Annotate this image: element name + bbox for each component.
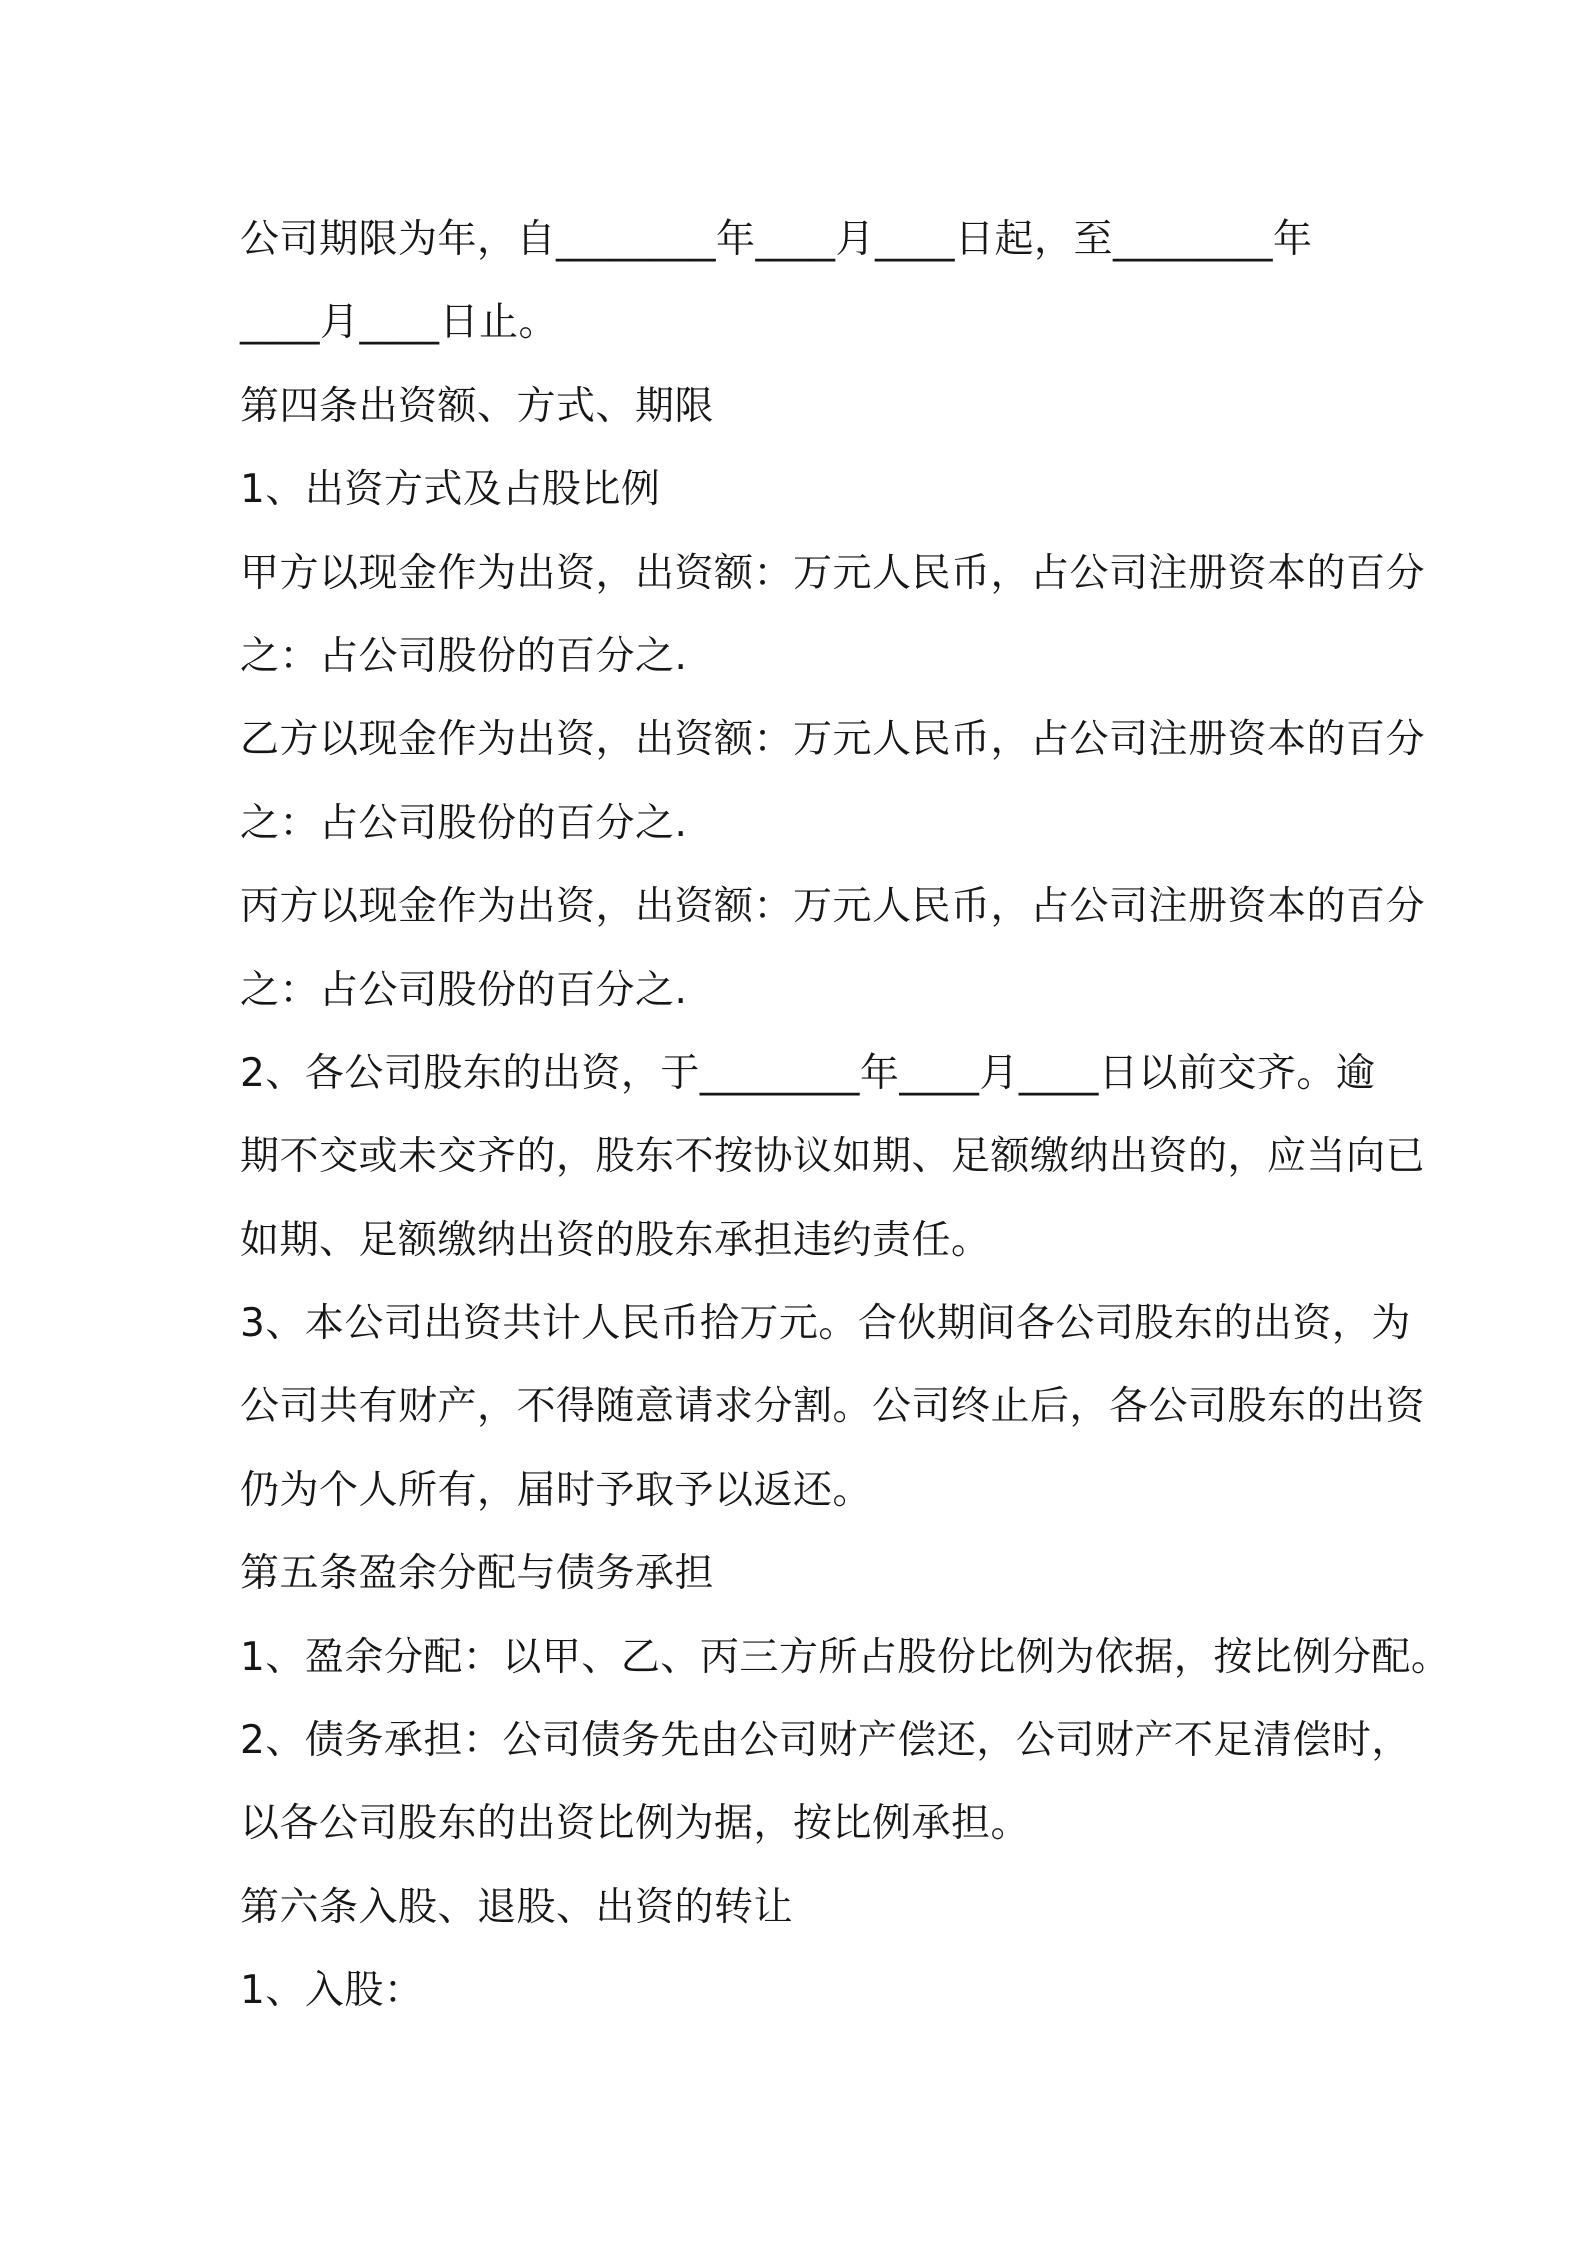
text-line: 公司共有财产，不得随意请求分割。公司终止后，各公司股东的出资: [240, 1384, 1426, 1430]
section-heading: 第四条出资额、方式、期限: [240, 383, 715, 429]
section-heading: 第五条盈余分配与债务承担: [240, 1551, 715, 1597]
text-line: 1、盈余分配：以甲、乙、丙三方所占股份比例为依据，按比例分配。: [240, 1634, 1451, 1680]
text-line: 1、入股：: [240, 1968, 424, 2014]
document-body: [240, 198, 1451, 2033]
text-line: 3、本公司出资共计人民币拾万元。合伙期间各公司股东的出资，为: [240, 1301, 1411, 1347]
text-line: 甲方以现金作为出资，出资额：万元人民币，占公司注册资本的百分: [240, 550, 1426, 596]
text-line: 丙方以现金作为出资，出资额：万元人民币，占公司注册资本的百分: [240, 884, 1426, 930]
text-line: 2、各公司股东的出资，于________年____月____日以前交齐。逾: [240, 1050, 1376, 1096]
text-line: 1、出资方式及占股比例: [240, 467, 661, 513]
text-line: 之：占公司股份的百分之.: [240, 967, 688, 1013]
text-line: 以各公司股东的出资比例为据，按比例承担。: [240, 1801, 1031, 1847]
text-line: 乙方以现金作为出资，出资额：万元人民币，占公司注册资本的百分: [240, 717, 1426, 763]
text-line: ____月____日止。: [240, 300, 559, 346]
text-line: 2、债务承担：公司债务先由公司财产偿还，公司财产不足清偿时，: [240, 1718, 1411, 1764]
text-line: 如期、足额缴纳出资的股东承担违约责任。: [240, 1217, 991, 1263]
text-line: 期不交或未交齐的，股东不按协议如期、足额缴纳出资的，应当向已: [240, 1134, 1426, 1180]
text-line: 公司期限为年，自________年____月____日起，至________年: [240, 217, 1313, 262]
section-heading: 第六条入股、退股、出资的转让: [240, 1884, 794, 1930]
text-line: 之：占公司股份的百分之.: [240, 633, 688, 679]
text-line: 仍为个人所有，届时予取予以返还。: [240, 1467, 873, 1513]
text-line: 之：占公司股份的百分之.: [240, 800, 688, 846]
